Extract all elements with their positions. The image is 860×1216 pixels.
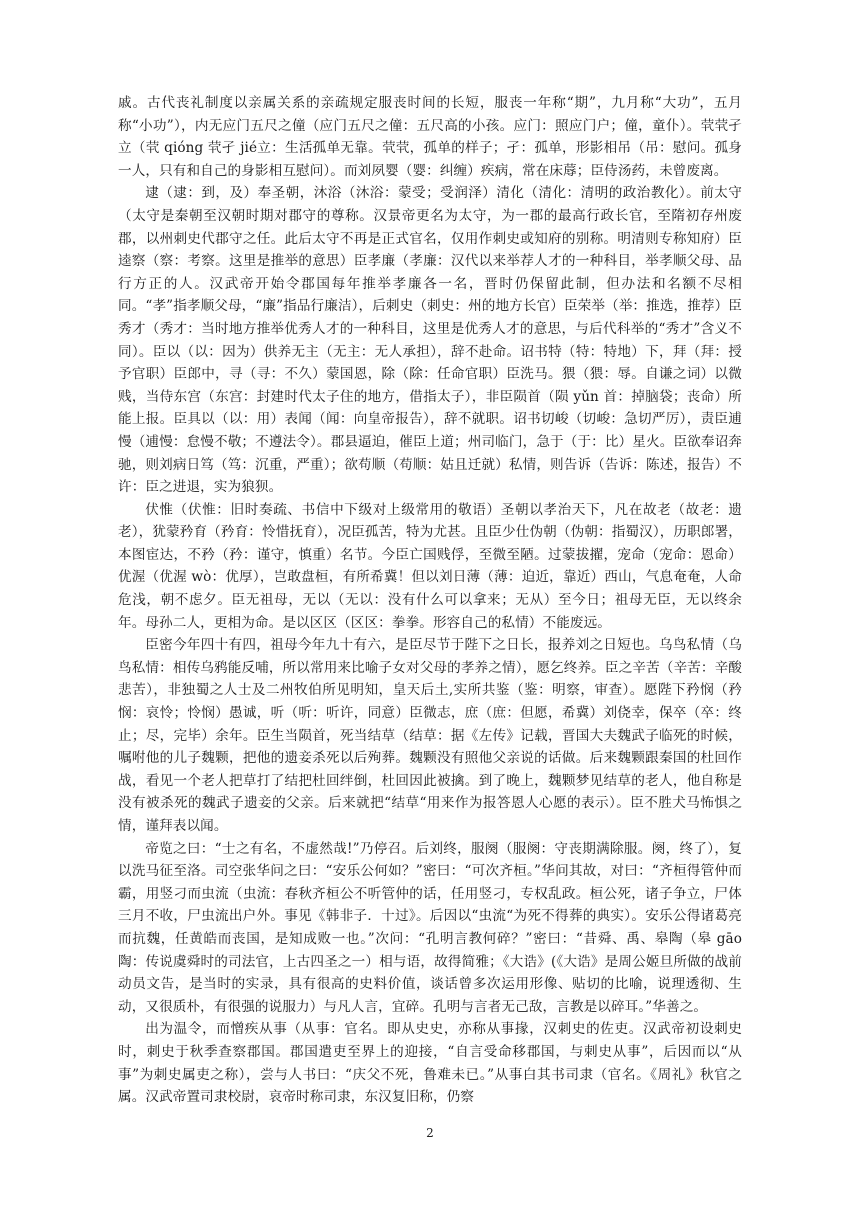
paragraph-4: 臣密今年四十有四，祖母今年九十有六，是臣尽节于陛下之日长，报养刘之日短也。乌鸟私情（乌鸟私情：相传乌鸦能反哺，所以常用来比喻子女对父母的孝养之情），愿乞终养。臣之辛苦（辛苦：辛酸悲苦），非独蜀之人士及二州牧伯所见明知，皇天后土,实所共鉴（鉴：明察，审查）。愿陛下矜悯（矜悯：哀怜；怜悯）愚诚，听（听：听许，同意）臣微志，庶（庶：但愿，希冀）刘侥幸，保卒（卒：终止；尽，完毕）余年。臣生当陨首，死当结草（结草：据《左传》记载，晋国大夫魏武子临死的时候，嘱咐他的儿子魏颗，把他的遗妾杀死以后殉葬。魏颗没有照他父亲说的话做。后来魏颗跟秦国的杜回作战，看见一个老人把草打了结把杜回绊倒，杜回因此被擒。到了晚上，魏颗梦见结草的老人，他自称是没有被杀死的魏武子遗妾的父亲。后来就把“结草“用来作为报答恩人心愿的表示）。臣不胜犬马怖惧之情，谨拜表以闻。: [118, 637, 742, 834]
paragraph-5: 帝览之曰：“士之有名，不虚然哉!”乃停召。后刘终，服阕（服阕：守丧期满除服。阕，终了），复以洗马征至洛。司空张华问之曰：“安乐公何如？”密曰：“可次齐桓。”华问其故，对曰：“齐桓得管仲而霸，用竖刁而虫流（虫流：春秋齐桓公不听管仲的话，任用竖刁，专权乱政。桓公死，诸子争立，尸体三月不收，尸虫流出户外。事见《韩非子．十过》。后因以“虫流“为死不得葬的典实）。安乐公得诸葛亮而抗魏，任黄皓而丧国，是知成败一也。”次问：“孔明言教何碎？”密曰：“昔舜、禹、皋陶（皋 gāo 陶：传说虞舜时的司法官，上古四圣之一）相与语，故得简雅；《大诰》(《大诰》是周公姬旦所做的战前动员文告，是当时的实录，具有很高的史料价值，谈话曾多次运用形像、贴切的比喻，说理透彻、生动，又很质朴，有很强的说服力）与凡人言，宜碎。孔明与言者无己敌，言教是以碎耳。”华善之。: [118, 840, 742, 1015]
paragraph-2: 逮（逮：到，及）奉圣朝，沐浴（沐浴：蒙受；受润泽）清化（清化：清明的政治教化）。前太守（太守是秦朝至汉朝时期对郡守的尊称。汉景帝更名为太守，为一郡的最高行政长官，至隋初存州废郡，以州刺史代郡守之任。此后太守不再是正式官名，仅用作刺史或知府的别称。明清则专称知府）臣逵察（察：考察。这里是推举的意思）臣孝廉（孝廉：汉代以来举荐人才的一种科目，举孝顺父母、品行方正的人。汉武帝开始令郡国每年推举孝廉各一名，晋时仍保留此制，但办法和名额不尽相同。“孝”指孝顺父母，“廉”指品行廉洁），后刺史（刺史：州的地方长官）臣荣举（举：推选，推荐）臣秀才（秀才：当时地方推举优秀人才的一种科目，这里是优秀人才的意思，与后代科举的“秀才”含义不同）。臣以（以：因为）供养无主（无主：无人承担），辞不赴命。诏书特（特：特地）下，拜（拜：授予官职）臣郎中，寻（寻：不久）蒙国恩，除（除：任命官职）臣洗马。猥（猥：辱。自谦之词）以微贱，当侍东宫（东宫：封建时代太子住的地方，借指太子），非臣陨首（陨 yǔn 首：掉脑袋；丧命）所能上报。臣具以（以：用）表闻（闻：向皇帝报告），辞不就职。诏书切峻（切峻：急切严厉），责臣逋慢（逋慢：怠慢不敬；不遵法令）。郡县逼迫，催臣上道；州司临门，急于（于：比）星火。臣欲奉诏奔驰，则刘病日笃（笃：沉重，严重）；欲苟顺（苟顺：姑且迁就）私情，则告诉（告诉：陈述，报告）不许：臣之进退，实为狼狈。: [118, 185, 742, 496]
paragraph-6: 出为温令，而憎疾从事（从事：官名。即从史史，亦称从事掾，汉刺史的佐吏。汉武帝初设刺史时，刺史于秋季查察郡国。郡国遣吏至界上的迎接，“自言受命移郡国，与刺史从事”，后因而以“从事”为刺史属吏之称），尝与人书曰：“庆父不死，鲁难未已。”从事白其书司隶（官名。《周礼》秋官之属。汉武帝置司隶校尉，哀帝时称司隶，东汉复旧称，仍察: [118, 1021, 742, 1106]
paragraph-3: 伏惟（伏惟：旧时奏疏、书信中下级对上级常用的敬语）圣朝以孝治天下，凡在故老（故老：遗老），犹蒙矜育（矜育：怜惜抚育），况臣孤苦，特为尤甚。且臣少仕伪朝（伪朝：指蜀汉），历职郎署，本图宦达，不矜（矜：谨守，慎重）名节。今臣亡国贱俘，至微至陋。过蒙拔擢，宠命（宠命：恩命）优渥（优渥 wò：优厚），岂敢盘桓，有所希冀！但以刘日薄（薄：迫近，靠近）西山，气息奄奄，人命危浅，朝不虑夕。臣无祖母，无以（无以：没有什么可以拿来；无从）至今日；祖母无臣，无以终余年。母孙二人，更相为命。是以区区（区区：拳拳。形容自己的私情）不能废远。: [118, 501, 742, 631]
paragraph-1: 戚。古代丧礼制度以亲属关系的亲疏规定服丧时间的长短，服丧一年称“期”，九月称“大功”，五月称“小功”），内无应门五尺之僮（应门五尺之僮：五尺高的小孩。应门：照应门户；僮，童仆）。茕茕孑立（茕 qióng 茕孑 jié立：生活孤单无靠。茕茕，孤单的样子；孑：孤单，形影相吊（吊：慰问。孤身一人，只有和自己的身影相互慰问）。而刘夙婴（婴：纠缠）疾病，常在床蓐；臣侍汤药，未曾废离。: [118, 95, 742, 179]
page-number: 2: [426, 1126, 434, 1140]
document-body: [118, 92, 742, 1109]
